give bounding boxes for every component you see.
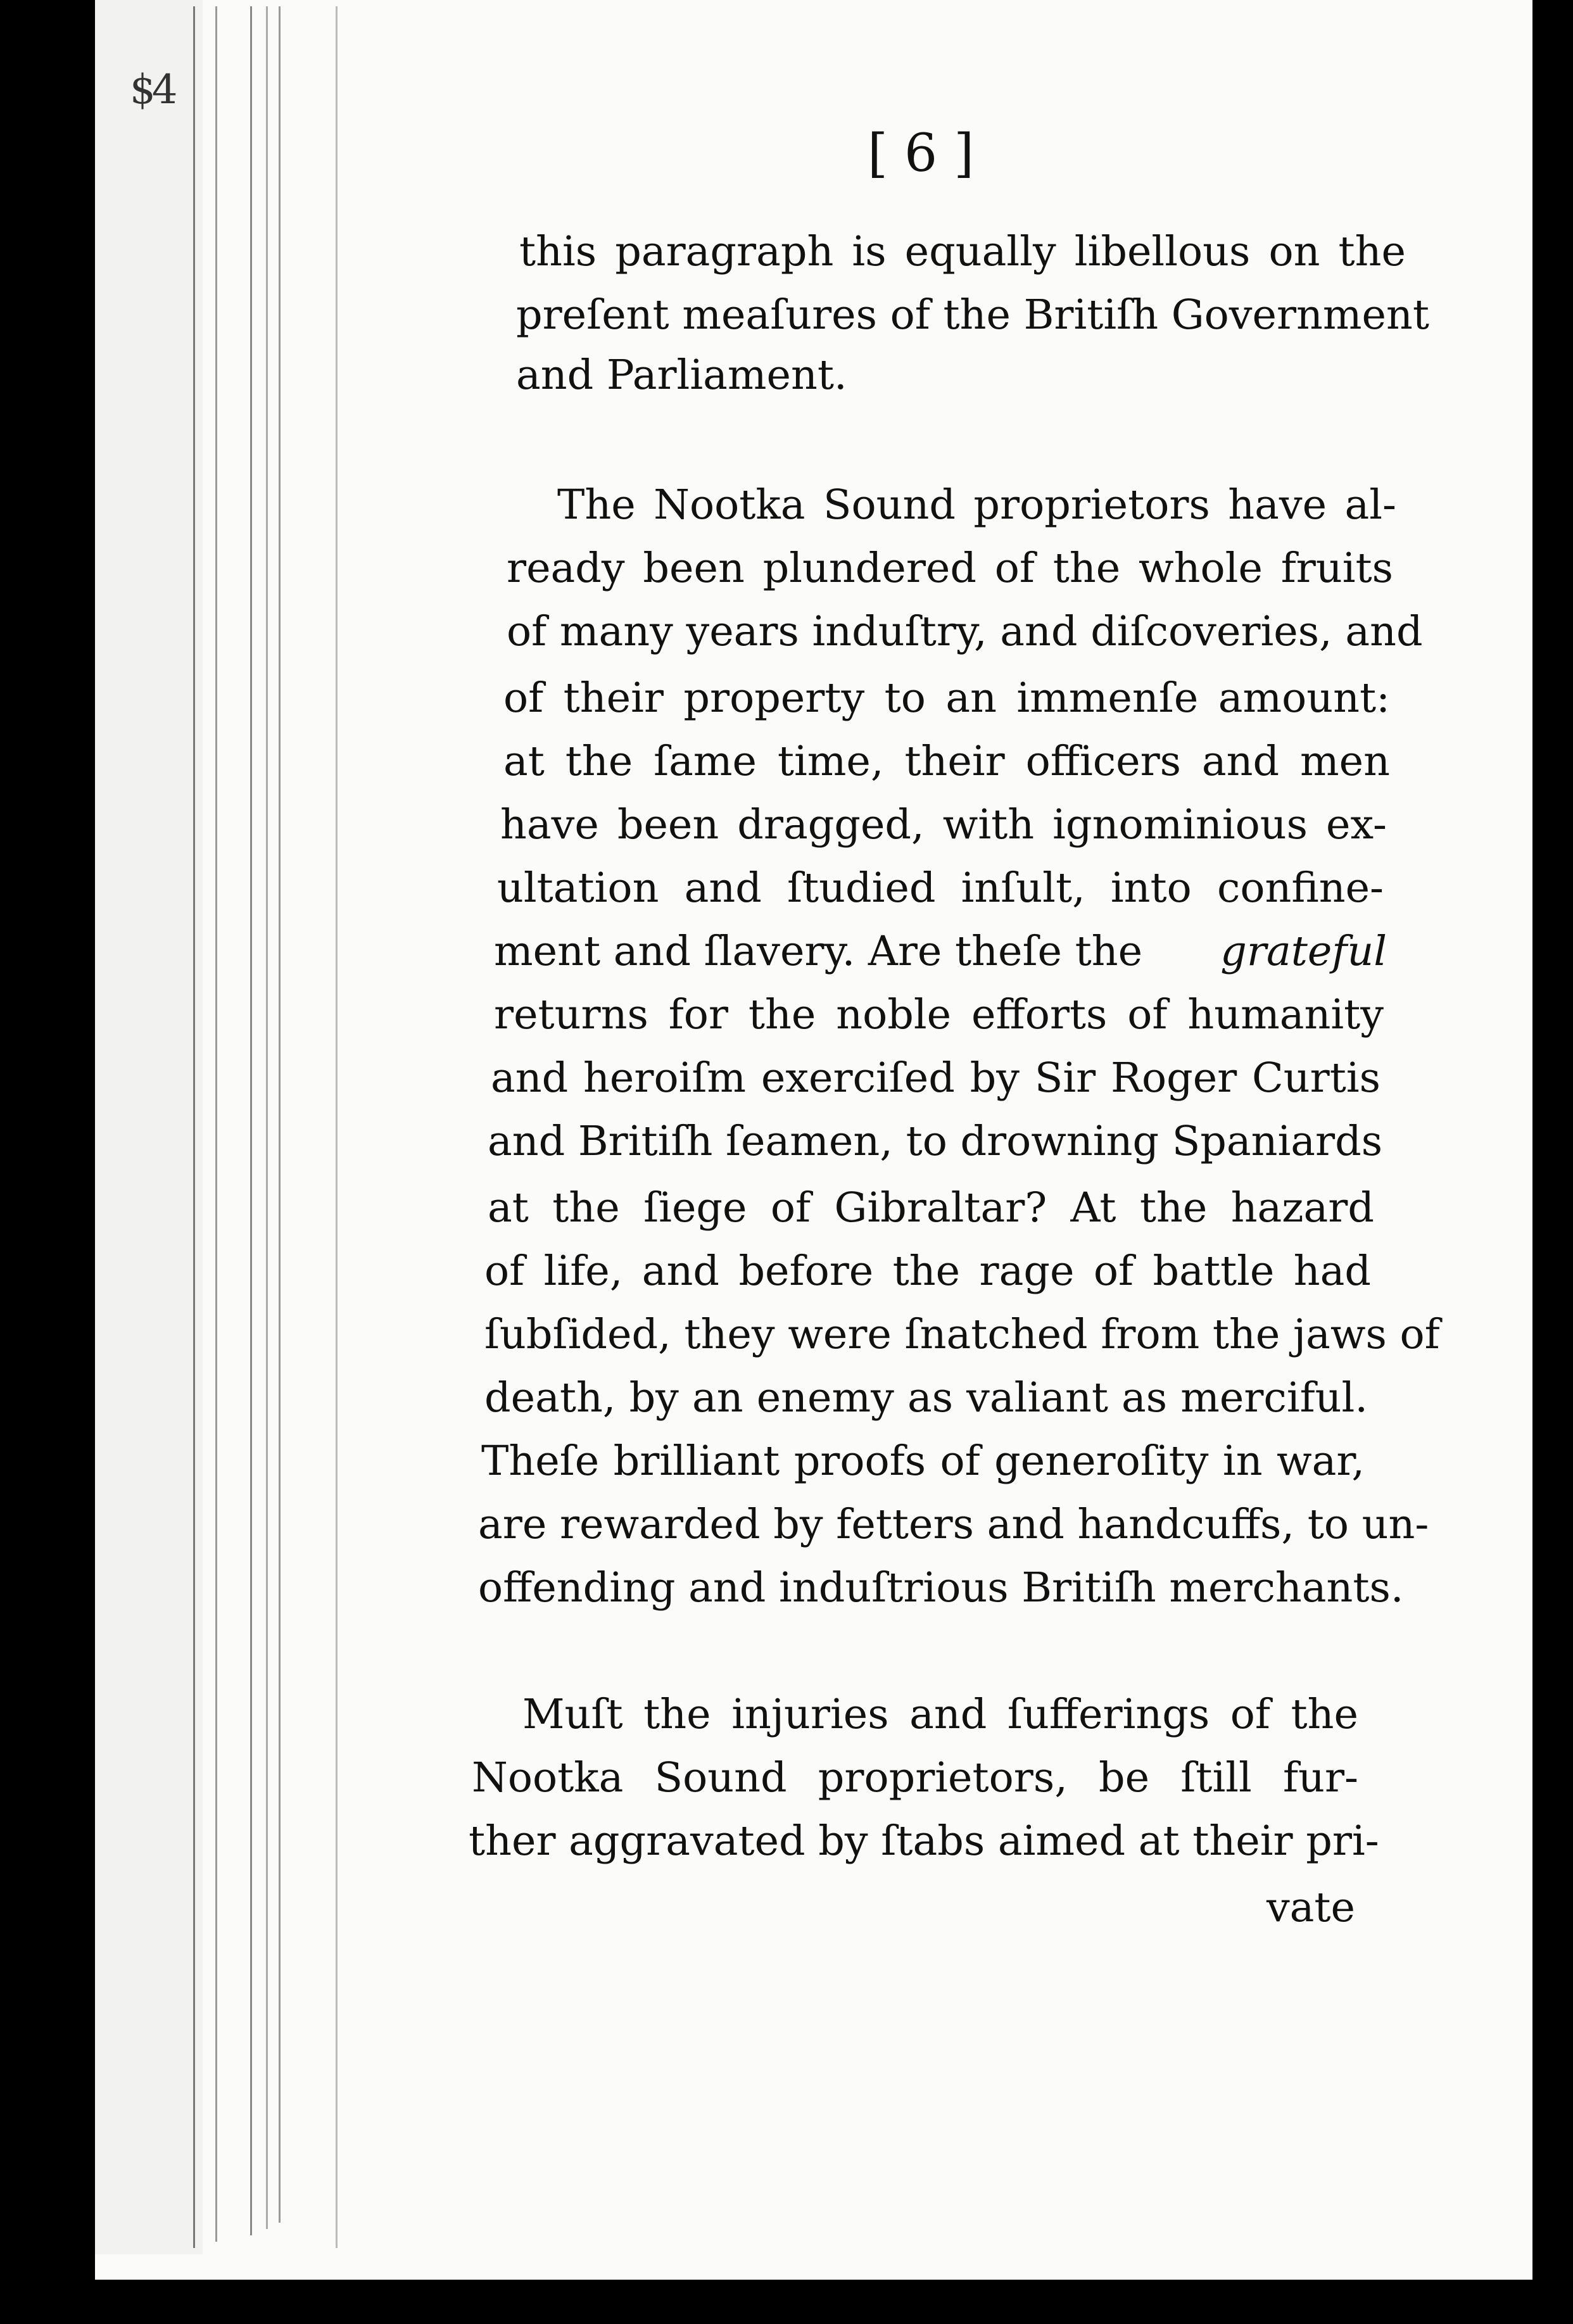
text-line: ready been plundered of the whole fruits (507, 545, 1393, 592)
text-line: Theſe brilliant proofs of generoſity in war, (481, 1437, 1365, 1485)
text-line: have been dragged, with ignominious ex- (500, 801, 1387, 849)
page-edge-line (336, 6, 338, 2248)
text-line-segment: ment and ſlavery. Are theſe the (494, 928, 1143, 975)
page-edge-line (279, 6, 281, 2223)
scan-border (0, 2280, 1573, 2324)
page-number: [ 6 ] (868, 123, 975, 184)
text-line: death, by an enemy as valiant as merciful. (484, 1374, 1368, 1422)
text-line: of life, and before the rage of battle had (484, 1247, 1371, 1295)
text-line: ther aggravated by ſtabs aimed at their pri- (469, 1817, 1379, 1865)
page-edge-line (215, 6, 217, 2242)
text-line: offending and induſtrious Britiſh merchants. (478, 1564, 1404, 1612)
page-edge-line (250, 6, 252, 2235)
text-line: preſent meaſures of the Britiſh Government (516, 291, 1429, 339)
text-line: The Nootka Sound proprietors have al- (557, 481, 1396, 529)
text-line: of their property to an immenſe amount: (503, 674, 1390, 722)
text-line: Nootka Sound proprietors, be ſtill fur- (472, 1754, 1358, 1802)
text-line: are rewarded by fetters and handcuffs, to un- (478, 1501, 1429, 1548)
page-edge-line (193, 6, 195, 2248)
text-line: and heroiſm exerciſed by Sir Roger Curtis (491, 1054, 1380, 1102)
text-line: at the ſame time, their officers and men (503, 738, 1390, 785)
text-line: ſubſided, they were ſnatched from the jaws of (484, 1311, 1440, 1358)
gutter-shadow (95, 0, 203, 2254)
text-line: at the ſiege of Gibraltar? At the hazard (488, 1184, 1374, 1232)
text-line: ultation and ſtudied inſult, into confine- (497, 864, 1384, 912)
italic-word: grateful (1220, 928, 1387, 975)
text-line: of many years induſtry, and diſcoveries, and (507, 608, 1423, 655)
scan-border (1539, 0, 1573, 2324)
text-line: and Britiſh ſeamen, to drowning Spaniards (488, 1118, 1383, 1165)
text-line: and Parliament. (516, 351, 847, 399)
catchword: vate (1266, 1884, 1355, 1931)
text-line: this paragraph is equally libellous on the (519, 228, 1406, 275)
margin-annotation: $4 (130, 66, 174, 113)
page-edge-line (266, 6, 268, 2229)
text-line: returns for the noble efforts of humanity (494, 991, 1384, 1039)
text-line (494, 928, 1387, 975)
text-line: Muſt the injuries and ſufferings of the (522, 1691, 1358, 1738)
